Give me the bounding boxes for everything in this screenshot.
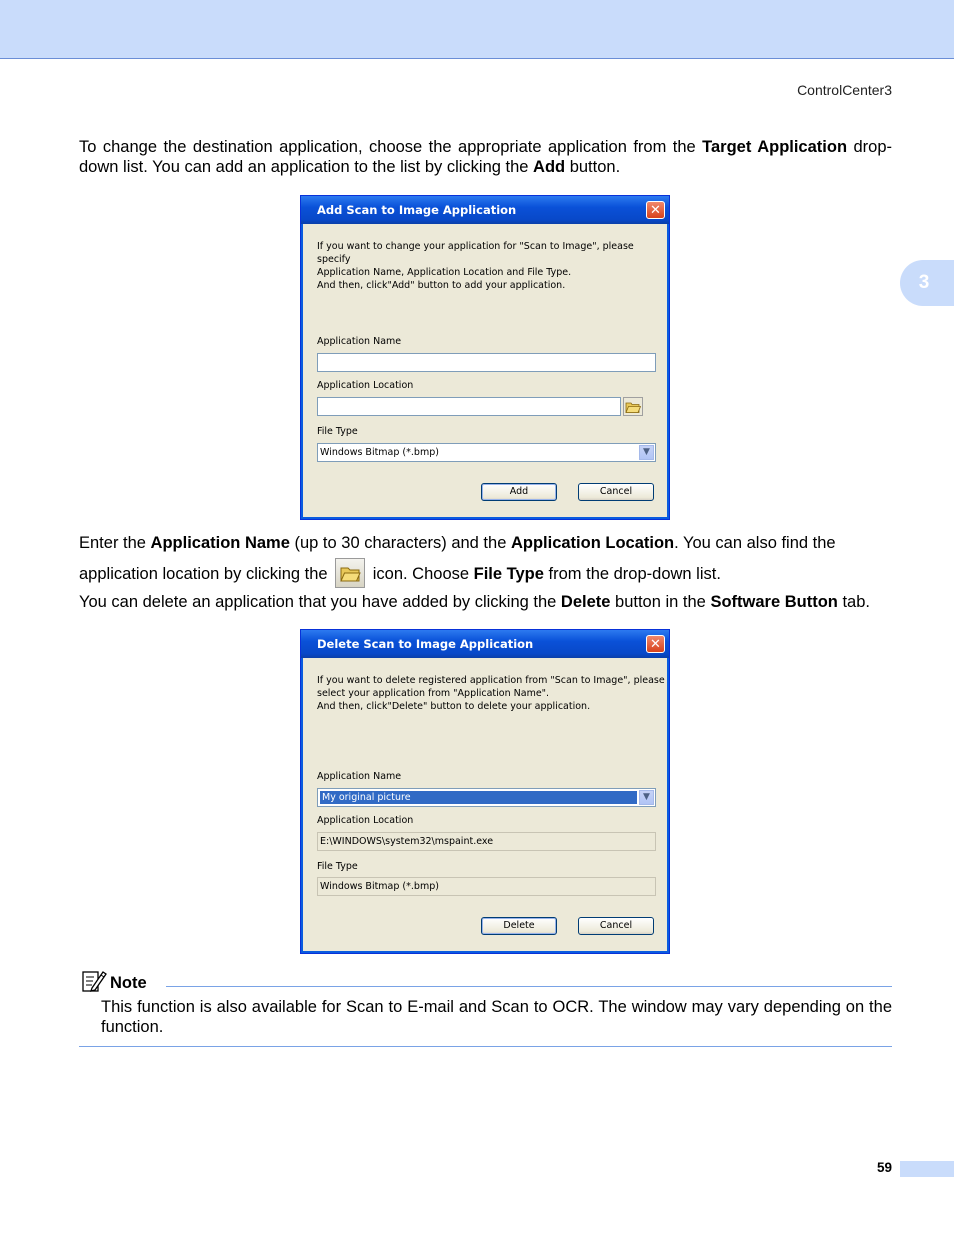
section-title: ControlCenter3 xyxy=(797,82,892,98)
file-type-field: Windows Bitmap (*.bmp) xyxy=(317,877,656,896)
app-name-input[interactable] xyxy=(317,353,656,372)
dialog-instructions: If you want to delete registered application from "Scan to Image", please select your application from "Application Name". And then, click"Delete" button to delete your application. xyxy=(317,675,665,712)
divider xyxy=(79,1046,892,1047)
app-location-field: E:\WINDOWS\system32\mspaint.exe xyxy=(317,832,656,851)
close-icon[interactable]: ✕ xyxy=(646,635,665,653)
folder-open-icon xyxy=(335,558,365,588)
intro-paragraph: To change the destination application, choose the appropriate application from the Target Application drop-down list. You can add an application to the list by clicking the Add button. xyxy=(79,138,892,176)
note-title: Note xyxy=(110,974,147,992)
folder-open-icon[interactable] xyxy=(623,397,643,416)
file-type-value: Windows Bitmap (*.bmp) xyxy=(320,447,439,458)
dialog-instructions: If you want to change your application for "Scan to Image", please specify Application Name, Application Location and File Type. And then, click"Add" button to add your application. xyxy=(317,241,634,291)
cancel-button[interactable]: Cancel xyxy=(578,917,654,935)
dialog-title: Add Scan to Image Application xyxy=(317,203,517,217)
dialog-title: Delete Scan to Image Application xyxy=(317,637,534,651)
app-location-input[interactable] xyxy=(317,397,621,416)
file-type-select[interactable] xyxy=(317,443,656,462)
instruction-paragraph: Enter the Application Name (up to 30 characters) and the Application Location. You can also find the application location by clicking the icon. Choose File Type from the drop-down list. xyxy=(79,528,892,590)
app-location-label: Application Location xyxy=(317,380,414,391)
app-name-label: Application Name xyxy=(317,336,402,347)
note-pencil-icon xyxy=(81,968,107,994)
delete-paragraph: You can delete an application that you have added by clicking the Delete button in the Software Button tab. xyxy=(79,593,870,611)
header-band xyxy=(0,0,954,59)
chevron-down-icon[interactable]: ▼ xyxy=(639,790,654,805)
delete-button[interactable]: Delete xyxy=(481,917,557,935)
file-type-label: File Type xyxy=(317,426,358,437)
app-name-label: Application Name xyxy=(317,771,402,782)
divider xyxy=(166,986,892,987)
add-button[interactable]: Add xyxy=(481,483,557,501)
file-type-label: File Type xyxy=(317,861,358,872)
add-application-dialog xyxy=(300,195,670,520)
chevron-down-icon[interactable]: ▼ xyxy=(639,445,654,460)
dialog-titlebar xyxy=(301,196,669,224)
app-name-select[interactable] xyxy=(317,788,656,807)
dialog-titlebar xyxy=(301,630,669,658)
page-number: 59 xyxy=(876,1160,892,1175)
chapter-tab: 3 xyxy=(900,260,954,306)
close-icon[interactable]: ✕ xyxy=(646,201,665,219)
app-name-selected: My original picture xyxy=(320,791,637,804)
note-header xyxy=(79,968,892,996)
app-location-label: Application Location xyxy=(317,815,414,826)
note-text: This function is also available for Scan to E-mail and Scan to OCR. The window may vary depending on the function. xyxy=(101,998,892,1036)
delete-application-dialog xyxy=(300,629,670,954)
cancel-button[interactable]: Cancel xyxy=(578,483,654,501)
page-tab xyxy=(900,1161,954,1177)
